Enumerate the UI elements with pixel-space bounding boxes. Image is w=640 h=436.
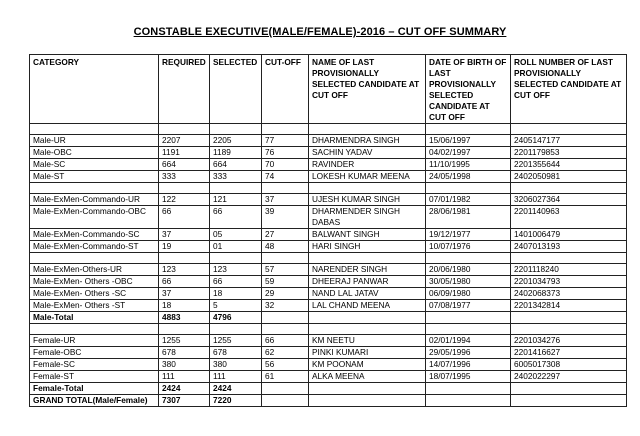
cell-candidate-name: UJESH KUMAR SINGH [309,194,426,206]
cell-required: 664 [159,159,210,171]
cell-roll-number [511,395,627,407]
cell-selected: 66 [210,276,262,288]
table-row [30,347,627,359]
cell-selected [210,183,262,194]
cell-roll-number: 2201140963 [511,206,627,229]
table-row [30,276,627,288]
cell-cut-off: 59 [262,276,309,288]
cell-selected: 111 [210,371,262,383]
cell-date-of-birth: 30/05/1980 [426,276,511,288]
cell-selected: 18 [210,288,262,300]
cell-required: 111 [159,371,210,383]
cell-candidate-name: KM POONAM [309,359,426,371]
cell-date-of-birth: 20/06/1980 [426,264,511,276]
cell-cut-off [262,253,309,264]
table-row [30,206,627,229]
table-row [30,335,627,347]
cell-selected: 380 [210,359,262,371]
cell-cut-off: 76 [262,147,309,159]
cell-date-of-birth: 28/06/1981 [426,206,511,229]
spacer-row [30,253,627,264]
cell-category: Male-ExMen- Others -OBC [30,276,159,288]
cell-candidate-name: PINKI KUMARI [309,347,426,359]
cell-selected: 678 [210,347,262,359]
cell-selected [210,253,262,264]
cell-category: Male-ExMen- Others -ST [30,300,159,312]
cell-roll-number: 2201355644 [511,159,627,171]
cell-date-of-birth: 15/06/1997 [426,135,511,147]
cell-category: Male-ExMen- Others -SC [30,288,159,300]
cell-required: 4883 [159,312,210,324]
cell-required [159,183,210,194]
cell-cut-off: 74 [262,171,309,183]
cell-candidate-name [309,253,426,264]
cell-roll-number [511,324,627,335]
header-candidate-name: NAME OF LAST PROVISIONALLY SELECTED CANDIDATE AT CUT OFF [309,55,426,124]
cell-candidate-name [309,324,426,335]
cell-roll-number: 1401006479 [511,229,627,241]
cell-cut-off [262,124,309,135]
cell-selected: 123 [210,264,262,276]
cell-candidate-name [309,124,426,135]
cell-selected: 4796 [210,312,262,324]
table-row [30,171,627,183]
cell-selected: 2205 [210,135,262,147]
cell-category: Male-SC [30,159,159,171]
cell-cut-off: 37 [262,194,309,206]
header-category: CATEGORY [30,55,159,124]
spacer-row [30,324,627,335]
cell-cut-off: 66 [262,335,309,347]
cell-roll-number: 2201342814 [511,300,627,312]
total-row [30,312,627,324]
cell-roll-number: 2407013193 [511,241,627,253]
cell-category: Male-ST [30,171,159,183]
cell-category: Female-UR [30,335,159,347]
cell-category [30,253,159,264]
cell-selected: 7220 [210,395,262,407]
cell-candidate-name: NARENDER SINGH [309,264,426,276]
table-row [30,359,627,371]
cell-cut-off: 39 [262,206,309,229]
cell-category: Female-ST [30,371,159,383]
cell-cut-off: 32 [262,300,309,312]
cell-category: Male-ExMen-Commando-UR [30,194,159,206]
header-roll-number: ROLL NUMBER OF LAST PROVISIONALLY SELECTED CANDIDATE AT CUT OFF [511,55,627,124]
table-row [30,300,627,312]
cell-candidate-name: KM NEETU [309,335,426,347]
spacer-row [30,183,627,194]
cell-date-of-birth [426,253,511,264]
cell-selected [210,324,262,335]
cell-candidate-name: SACHIN YADAV [309,147,426,159]
cell-category [30,124,159,135]
cell-date-of-birth: 10/07/1976 [426,241,511,253]
cell-candidate-name [309,383,426,395]
header-date-of-birth: DATE OF BIRTH OF LAST PROVISIONALLY SELECTED CANDIDATE AT CUT OFF [426,55,511,124]
cell-required: 380 [159,359,210,371]
cell-category: Male-Total [30,312,159,324]
table-row [30,194,627,206]
spacer-row [30,124,627,135]
cell-cut-off: 77 [262,135,309,147]
cell-category [30,183,159,194]
document-title: CONSTABLE EXECUTIVE(MALE/FEMALE)-2016 – CUT OFF SUMMARY [133,26,507,38]
cell-candidate-name: LAL CHAND MEENA [309,300,426,312]
cell-candidate-name: DHARMENDER SINGH DABAS [309,206,426,229]
header-selected: SELECTED [210,55,262,124]
cell-roll-number [511,312,627,324]
cell-required: 1255 [159,335,210,347]
cell-selected: 5 [210,300,262,312]
table-row [30,135,627,147]
cell-selected: 121 [210,194,262,206]
cell-cut-off [262,183,309,194]
cell-cut-off [262,324,309,335]
cell-candidate-name [309,395,426,407]
cell-candidate-name: BALWANT SINGH [309,229,426,241]
cell-candidate-name: LOKESH KUMAR MEENA [309,171,426,183]
total-row [30,395,627,407]
cell-roll-number [511,383,627,395]
table-row [30,147,627,159]
cell-date-of-birth: 18/07/1995 [426,371,511,383]
cell-required: 122 [159,194,210,206]
cell-date-of-birth: 14/07/1996 [426,359,511,371]
cell-date-of-birth: 02/01/1994 [426,335,511,347]
cell-selected: 1189 [210,147,262,159]
cell-cut-off [262,383,309,395]
cell-cut-off: 56 [262,359,309,371]
cell-date-of-birth: 11/10/1995 [426,159,511,171]
cell-date-of-birth: 19/12/1977 [426,229,511,241]
cell-cut-off: 70 [262,159,309,171]
header-required: REQUIRED [159,55,210,124]
cell-date-of-birth: 04/02/1997 [426,147,511,159]
cell-required: 66 [159,206,210,229]
table-row [30,241,627,253]
table-row [30,371,627,383]
cell-required: 66 [159,276,210,288]
cell-category: Female-Total [30,383,159,395]
cell-selected: 333 [210,171,262,183]
cell-roll-number: 2201034276 [511,335,627,347]
cell-category: Male-OBC [30,147,159,159]
cell-cut-off: 61 [262,371,309,383]
cell-required [159,124,210,135]
cell-date-of-birth: 06/09/1980 [426,288,511,300]
cell-date-of-birth [426,124,511,135]
cell-roll-number [511,124,627,135]
cell-required: 18 [159,300,210,312]
cell-date-of-birth: 07/01/1982 [426,194,511,206]
cell-date-of-birth: 24/05/1998 [426,171,511,183]
cell-category: GRAND TOTAL(Male/Female) [30,395,159,407]
table-row [30,264,627,276]
cell-roll-number: 2201034793 [511,276,627,288]
cell-candidate-name: ALKA MEENA [309,371,426,383]
cell-required: 1191 [159,147,210,159]
cell-candidate-name: DHARMENDRA SINGH [309,135,426,147]
cell-roll-number: 2402050981 [511,171,627,183]
cell-required [159,253,210,264]
cell-category: Male-ExMen-Commando-ST [30,241,159,253]
cell-candidate-name: DHEERAJ PANWAR [309,276,426,288]
cell-category: Male-ExMen-Others-UR [30,264,159,276]
cell-date-of-birth [426,383,511,395]
header-cut-off: CUT-OFF [262,55,309,124]
cell-date-of-birth [426,183,511,194]
total-row [30,383,627,395]
cell-cut-off: 27 [262,229,309,241]
cell-required: 37 [159,288,210,300]
cell-cut-off: 62 [262,347,309,359]
cell-roll-number: 6005017308 [511,359,627,371]
table-header-row [30,55,627,124]
cell-selected [210,124,262,135]
cell-roll-number: 2405147177 [511,135,627,147]
cell-date-of-birth: 07/08/1977 [426,300,511,312]
cell-required: 678 [159,347,210,359]
cutoff-summary-table [29,54,627,407]
cell-required: 37 [159,229,210,241]
cell-required: 2207 [159,135,210,147]
cell-category [30,324,159,335]
cell-required: 333 [159,171,210,183]
table-body [30,124,627,407]
cell-category: Male-ExMen-Commando-OBC [30,206,159,229]
cell-cut-off: 57 [262,264,309,276]
cell-roll-number [511,183,627,194]
cell-candidate-name: HARI SINGH [309,241,426,253]
cell-selected: 1255 [210,335,262,347]
cell-required: 123 [159,264,210,276]
cell-date-of-birth [426,312,511,324]
cell-roll-number: 2201416627 [511,347,627,359]
cell-required [159,324,210,335]
cell-roll-number: 3206027364 [511,194,627,206]
table-row [30,229,627,241]
cell-candidate-name: NAND LAL JATAV [309,288,426,300]
cell-candidate-name [309,183,426,194]
cell-required: 2424 [159,383,210,395]
cell-date-of-birth: 29/05/1996 [426,347,511,359]
cell-cut-off: 48 [262,241,309,253]
cell-roll-number: 2402022297 [511,371,627,383]
table-row [30,159,627,171]
cell-date-of-birth [426,324,511,335]
cell-roll-number: 2402068373 [511,288,627,300]
cell-selected: 664 [210,159,262,171]
cell-selected: 66 [210,206,262,229]
table-row [30,288,627,300]
cell-required: 19 [159,241,210,253]
cell-roll-number: 2201118240 [511,264,627,276]
cell-category: Male-UR [30,135,159,147]
cell-candidate-name: RAVINDER [309,159,426,171]
cell-category: Male-ExMen-Commando-SC [30,229,159,241]
cell-selected: 05 [210,229,262,241]
cell-category: Female-SC [30,359,159,371]
cell-selected: 01 [210,241,262,253]
cell-category: Female-OBC [30,347,159,359]
cell-cut-off: 29 [262,288,309,300]
cell-selected: 2424 [210,383,262,395]
cell-cut-off [262,395,309,407]
cell-candidate-name [309,312,426,324]
cell-roll-number: 2201179853 [511,147,627,159]
cell-required: 7307 [159,395,210,407]
cell-date-of-birth [426,395,511,407]
cell-roll-number [511,253,627,264]
cell-cut-off [262,312,309,324]
